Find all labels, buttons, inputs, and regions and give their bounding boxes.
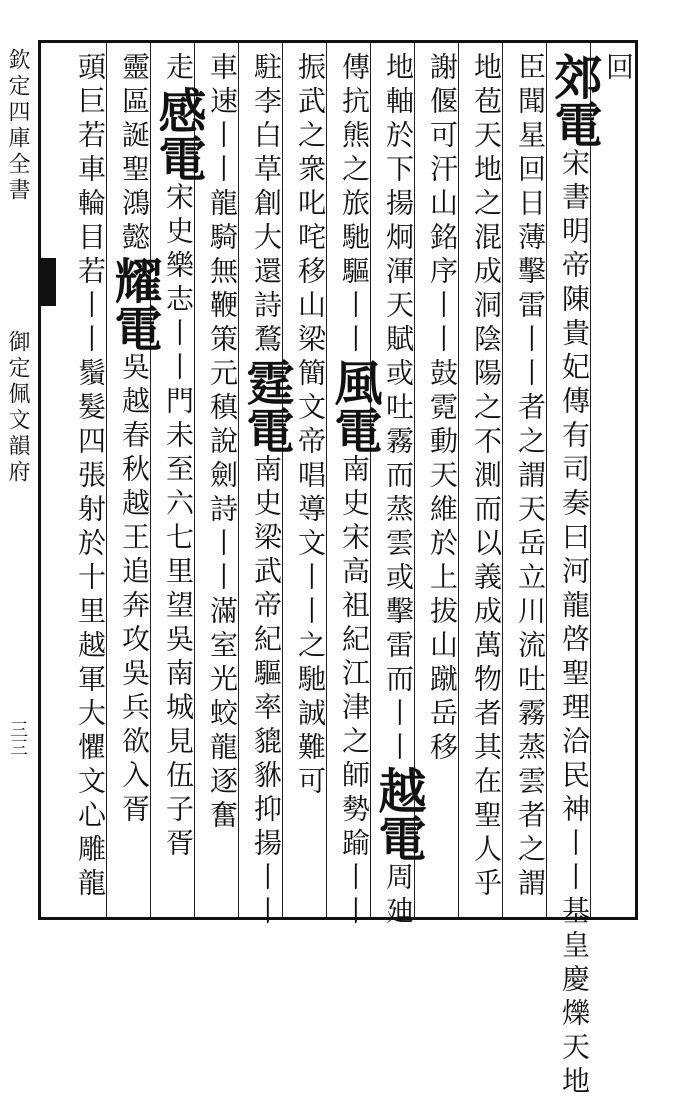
- text-column-2: [546, 52, 602, 1100]
- text-column-12: [106, 52, 162, 912]
- text-column-11: [150, 52, 206, 912]
- entry-text: 傳抗熊之旅馳驅丨丨: [338, 52, 371, 358]
- text-column-5: [420, 52, 464, 912]
- text-column-10: [200, 52, 244, 912]
- entry-text: 元稹說劍詩丨丨滿室光蛟龍逐奮: [206, 358, 239, 834]
- entry-text: 地軸於下揚炯渾天賦或吐霧而蒸雲或擊雷而丨丨: [382, 52, 415, 766]
- entry-text: 走: [162, 52, 195, 86]
- entry-text: 臣聞星回日薄擊雷丨丨者之謂天岳立川流吐霧蒸雲者之謂: [514, 52, 547, 902]
- entry-headword: 郊電: [546, 52, 602, 148]
- book-title-lower: 御定佩文韻府: [5, 330, 30, 486]
- entry-text: 謝偃可汗山銘序丨丨鼓霓動天維於上拔山蹴岳移: [426, 52, 459, 766]
- entry-text: 梁簡文帝唱導文丨丨之馳誠難可: [294, 324, 327, 800]
- text-column-1: [596, 52, 640, 912]
- entry-text: 宋史樂志丨丨: [162, 182, 195, 386]
- entry-headword: 霆電: [238, 358, 294, 454]
- entry-text: 吳越春秋越王追奔攻吳兵欲入胥: [118, 352, 151, 828]
- text-column-3: [508, 52, 552, 912]
- entry-headword: 越電: [370, 766, 426, 862]
- margin-strip: [0, 40, 34, 920]
- entry-text: 車速丨丨龍騎無鞭策: [206, 52, 239, 358]
- entry-text: 宋書明帝陳貴妃傳有司奏曰河龍啓聖理洽民神丨丨基皇慶爍天地: [558, 148, 591, 1100]
- entry-text: 駐李白草創大還詩鶩: [250, 52, 283, 358]
- text-column-8: [288, 52, 332, 912]
- entry-text: 地苞天地之混成洞陰陽之不測而以義成萬物者其在聖人乎: [470, 52, 503, 902]
- entry-headword: 風電: [326, 358, 382, 454]
- entry-headword: 感電: [150, 86, 206, 182]
- entry-text: 靈區誕聖鴻懿: [118, 52, 151, 256]
- entry-text: 南史宋高祖紀江津之師勢踰丨丨: [338, 454, 371, 930]
- entry-text: 振武之衆叱咤移山: [294, 52, 327, 324]
- text-column-9: [238, 52, 294, 930]
- text-column-6: [370, 52, 426, 930]
- entry-headword: 耀電: [106, 256, 162, 352]
- text-column-7: [326, 52, 382, 930]
- entry-text: 門未至六七里望吳南城見伍子胥: [162, 386, 195, 862]
- fishtail-mark: [38, 258, 56, 306]
- text-column-4: [464, 52, 508, 912]
- book-title-upper: 欽定四庫全書: [5, 48, 30, 204]
- entry-text: 周廸: [382, 862, 415, 930]
- entry-text: 回: [602, 52, 635, 86]
- entry-text: 南史梁武帝紀驅率貔貅抑揚丨丨: [250, 454, 283, 930]
- page-number: 三三: [7, 720, 28, 756]
- text-column-13: [68, 52, 112, 912]
- entry-text: 頭巨若車輪目若丨丨鬚髮四張射於十里越軍大懼文心雕龍: [74, 52, 107, 902]
